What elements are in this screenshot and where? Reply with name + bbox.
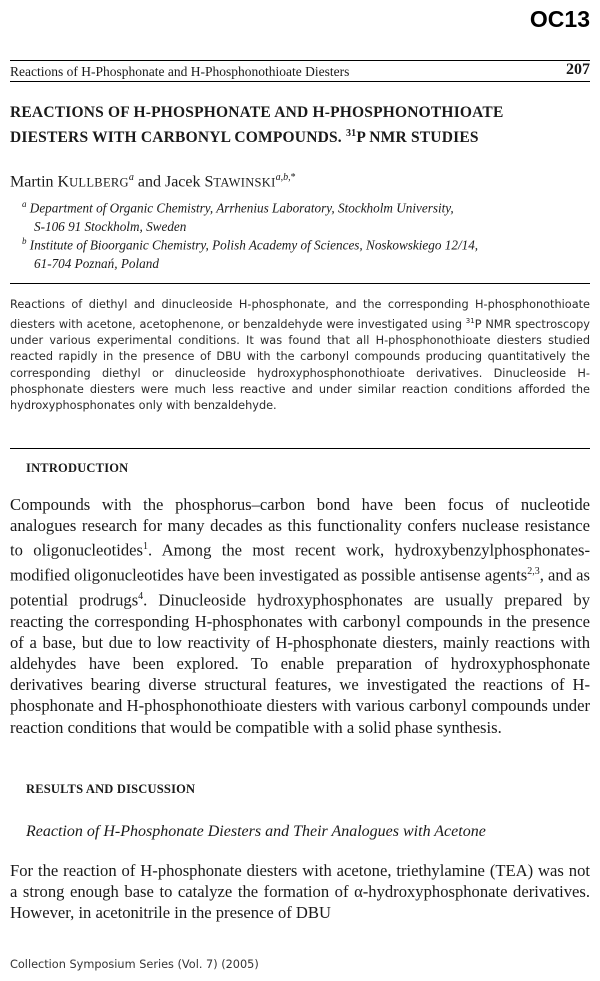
affiliation-a: $^a$ Department of Organic Chemistry, Arrhenius Laboratory, Stockholm University, S-106 91 Stockholm, Sweden bbox=[22, 199, 454, 235]
title-line-1: REACTIONS OF H-PHOSPHONATE AND H-PHOSPHONOTHIOATE bbox=[10, 104, 504, 121]
paper-title bbox=[10, 102, 590, 148]
results-paragraph: For the reaction of H-phosphonate diesters with acetone, triethylamine (TEA) was not a strong enough base to catalyze the formation of α-hydroxyphosphonate derivatives. However, in acetonitrile in the presence of DBU bbox=[10, 861, 590, 923]
page-tag: OC13 bbox=[529, 6, 590, 32]
affiliation-b: $^b$ Institute of Bioorganic Chemistry, Polish Academy of Sciences, Noskowskiego 12/14, 61-704 Poznań, Poland bbox=[22, 236, 479, 272]
divider bbox=[10, 448, 590, 449]
introduction-paragraph: Compounds with the phosphorus–carbon bond have been focus of nucleotide analogues research for many decades as this functionality confers nuclease resistance to oligonucleotides$^1$. Among the most recent work, hydroxybenzylphosphonates-modified oligonucleotides have been investigated as possible antisense agents$^{2,3}$, and as potential prodrugs$^4$. Dinucleoside hydroxyphosphonates are usually prepared by reacting the corresponding H-phosphonates with carbonyl compounds in the presence of a base, but due to low reactivity of H-phosphonate diesters, mainly reactions with aldehydes have been explored. To enable preparation of hydroxyphosphonate derivatives bearing diverse structural features, we investigated the reactions of H-phosphonate and H-phosphonothioate diesters with various carbonyl compounds under reaction conditions that would be compatible with a solid phase synthesis. bbox=[10, 495, 590, 737]
running-header bbox=[10, 60, 590, 82]
page-number: 207 bbox=[566, 61, 590, 78]
divider bbox=[10, 283, 590, 284]
subsection-heading: Reaction of H-Phosphonate Diesters and Their Analogues with Acetone bbox=[26, 823, 486, 840]
running-header-title: Reactions of H-Phosphonate and H-Phosphonothioate Diesters bbox=[10, 64, 350, 79]
section-heading-introduction: INTRODUCTION bbox=[26, 461, 129, 475]
title-line-2: DIESTERS WITH CARBONYL COMPOUNDS. $^{31}$P NMR STUDIES bbox=[10, 128, 479, 147]
section-heading-results: RESULTS AND DISCUSSION bbox=[26, 782, 196, 796]
abstract: Reactions of diethyl and dinucleoside H-phosphonate, and the corresponding H-phosphonothioate diesters with acetone, acetophenone, or benzaldehyde were investigated using $^{31}$P NMR spectroscopy under various experimental conditions. It was found that all H-phosphonothioate diesters studied reacted rapidly in the presence of DBU with the carbonyl compounds producing quantitatively the corresponding diethyl or dinucleoside hydroxyphosphonothioate derivatives. Dinucleoside H-phosphonate diesters were much less reactive and under similar reaction conditions afforded the hydroxyphosphonates only with benzaldehyde. bbox=[10, 298, 590, 412]
author-line: Martin KULLBERG$^a$ and Jacek $STAWINSKI^{a,b,*}$ bbox=[10, 172, 296, 191]
journal-footer: Collection Symposium Series (Vol. 7) (2005) bbox=[10, 958, 259, 971]
